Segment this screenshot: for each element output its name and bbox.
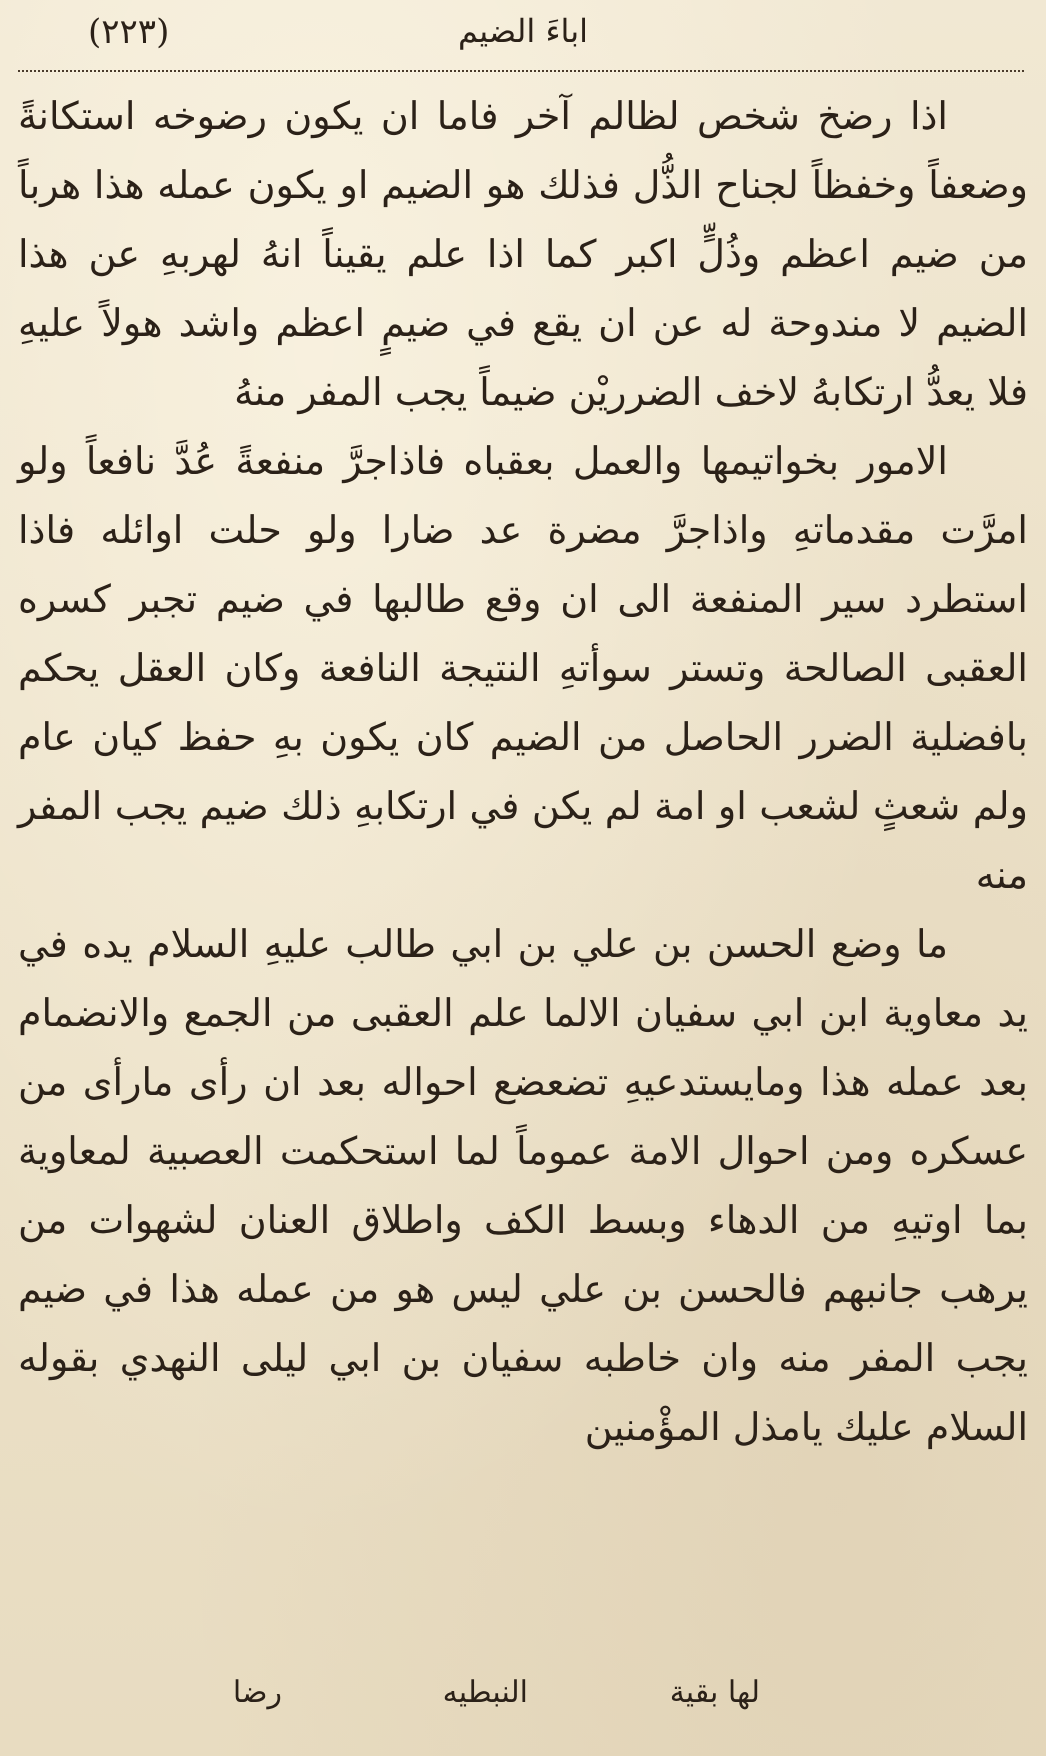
author-name: رضا xyxy=(232,1675,282,1710)
paragraph: اذا رضخ شخص لظالم آخر فاما ان يكون رضوخه استكانةً وضعفاً وخفظاً لجناح الذُّل فذلك هو الضيم او يكون عمله هذا هرباً من ضيم اعظم وذُلٍّ اكبر كما اذا علم يقيناً انهُ لهربهِ عن هذا الضيم لا مندوحة له عن ان يقع في ضيمٍ اعظم واشد هولاً عليهِ فلا يعدُّ ارتكابهُ لاخف الضرريْن ضيماً يجب المفر منهُ xyxy=(18,94,1028,414)
author-location: النبطيه xyxy=(442,1675,528,1710)
header-divider xyxy=(18,70,1024,72)
continuation-note: لها بقية xyxy=(669,1675,760,1710)
page-header xyxy=(0,8,1046,68)
paragraph: ما وضع الحسن بن علي بن ابي طالب عليهِ السلام يده في يد معاوية ابن ابي سفيان الالما علم العقبى من الجمع والانضمام بعد عمله هذا ومايستدعيهِ تضعضع احواله بعد ان رأى مارأى من عسكره ومن احوال الامة عموماً لما استحكمت العصبية لمعاوية بما اوتيهِ من الدهاء وبسط الكف واطلاق العنان لشهوات من يرهب جانبهم فالحسن بن علي ليس هو من عمله هذا في ضيم يجب المفر منه وان خاطبه سفيان بن ابي ليلى النهدي بقوله السلام عليك يامذل المؤْمنين xyxy=(18,922,1028,1449)
page-number: (٢٢٣) xyxy=(88,12,170,52)
running-title: اباءَ الضيم xyxy=(457,12,589,50)
paragraph: الامور بخواتيمها والعمل بعقباه فاذاجرَّ منفعةً عُدَّ نافعاً ولو امرَّت مقدماتهِ واذاجرَّ مضرة عد ضارا ولو حلت اوائله فاذا استطرد سير المنفعة الى ان وقع طالبها في ضيم تجبر كسره العقبى الصالحة وتستر سوأتهِ النتيجة النافعة وكان العقل يحكم بافضلية الضرر الحاصل من الضيم كان يكون بهِ حفظ كيان عام ولم شعثٍ لشعب او امة لم يكن في ارتكابهِ ذلك ضيم يجب المفر منه xyxy=(18,439,1028,897)
signature-line xyxy=(0,1665,1046,1725)
article-body xyxy=(18,82,1028,1462)
